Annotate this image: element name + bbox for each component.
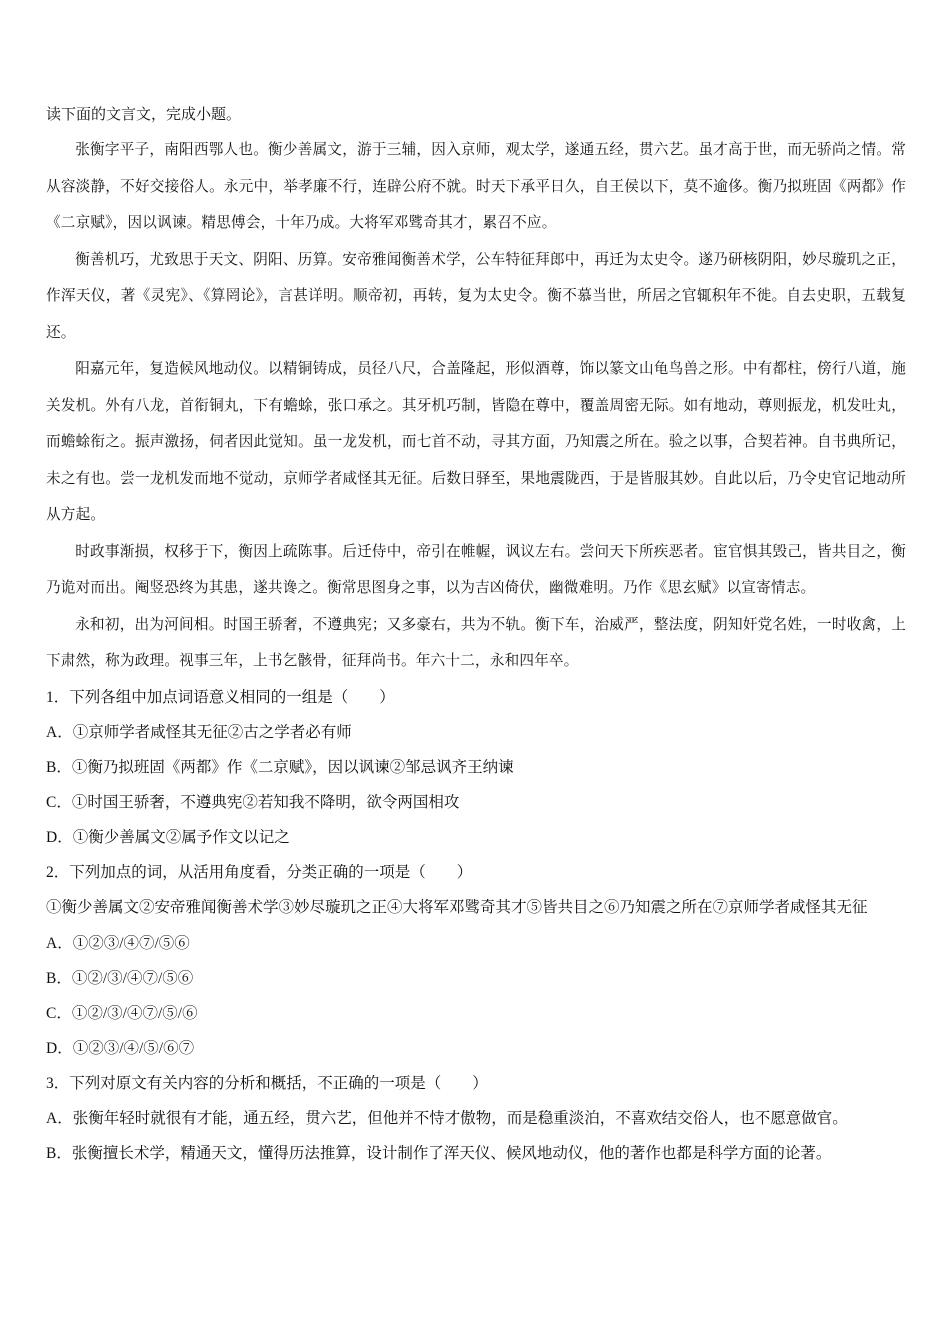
passage-paragraph: 永和初，出为河间相。时国王骄奢，不遵典宪；又多豪右，共为不轨。衡下车，治威严，整法度，阴知奸党名姓，一时收禽，上下肃然，称为政理。视事三年，上书乞骸骨，征拜尚书。年六十二，永和四年卒。 xyxy=(46,615,906,669)
passage-paragraph: 时政事渐损，权移于下，衡因上疏陈事。后迁侍中，帝引在帷幄，讽议左右。尝问天下所疾恶者。宦官惧其毁己，皆共目之，衡乃诡对而出。阉竖恐终为其患，遂共谗之。衡常思图身之事，以为吉凶倚伏，幽微难明。乃作《思玄赋》以宣寄情志。 xyxy=(46,542,906,596)
document-content xyxy=(46,96,906,1171)
option-d: D．①衡少善属文②属予作文以记之 xyxy=(46,828,290,846)
question-section xyxy=(46,680,906,1171)
question-stem: 1．下列各组中加点词语意义相同的一组是（ ） xyxy=(46,688,395,706)
question-1 xyxy=(46,680,906,855)
instruction-text: 读下面的文言文，完成小题。 xyxy=(46,105,242,123)
passage-paragraph: 衡善机巧，尤致思于天文、阴阳、历算。安帝雅闻衡善术学，公车特征拜郎中，再迁为太史令。遂乃研核阴阳，妙尽璇玑之正，作浑天仪，著《灵宪》、《算罔论》，言甚详明。顺帝初，再转，复为太史令。衡不慕当世，所居之官辄积年不徙。自去史职，五载复还。 xyxy=(46,250,906,341)
option-a: A．①②③/④⑦/⑤⑥ xyxy=(46,934,190,952)
option-list xyxy=(46,926,906,1066)
passage-paragraph: 阳嘉元年，复造候风地动仪。以精铜铸成，员径八尺，合盖隆起，形似酒尊，饰以篆文山龟鸟兽之形。中有都柱，傍行八道，施关发机。外有八龙，首衔铜丸，下有蟾蜍，张口承之。其牙机巧制，皆隐在尊中，覆盖周密无际。如有地动，尊则振龙，机发吐丸，而蟾蜍衔之。振声激扬，伺者因此觉知。虽一龙发机，而七首不动，寻其方面，乃知震之所在。验之以事，合契若神。自书典所记，未之有也。尝一龙机发而地不觉动，京师学者咸怪其无征。后数日驿至，果地震陇西，于是皆服其妙。自此以后，乃令史官记地动所从方起。 xyxy=(46,360,906,523)
question-items: ①衡少善属文②安帝雅闻衡善术学③妙尽璇玑之正④大将军邓骘奇其才⑤皆共目之⑥乃知震之所在⑦京师学者咸怪其无征 xyxy=(46,898,868,916)
option-c: C．①②/③/④⑦/⑤/⑥ xyxy=(46,1004,198,1022)
question-stem: 2．下列加点的词，从活用角度看，分类正确的一项是（ ） xyxy=(46,863,473,881)
option-c: C．①时国王骄奢，不遵典宪②若知我不降明，欲令两国相攻 xyxy=(46,793,460,811)
question-stem: 3．下列对原文有关内容的分析和概括，不正确的一项是（ ） xyxy=(46,1074,488,1092)
option-list xyxy=(46,715,906,855)
passage-paragraph: 张衡字平子，南阳西鄂人也。衡少善属文，游于三辅，因入京师，观太学，遂通五经，贯六艺。虽才高于世，而无骄尚之情。常从容淡静，不好交接俗人。永元中，举孝廉不行，连辟公府不就。时天下承平日久，自王侯以下，莫不逾侈。衡乃拟班固《两都》作《二京赋》，因以讽谏。精思傅会，十年乃成。大将军邓骘奇其才，累召不应。 xyxy=(46,141,906,231)
option-b: B．张衡擅长术学，精通天文，懂得历法推算，设计制作了浑天仪、候风地动仪，他的著作也都是科学方面的论著。 xyxy=(46,1144,832,1162)
question-3 xyxy=(46,1066,906,1171)
option-a: A．张衡年轻时就很有才能，通五经，贯六艺，但他并不恃才傲物，而是稳重淡泊，不喜欢结交俗人，也不愿意做官。 xyxy=(46,1109,848,1127)
option-b: B．①衡乃拟班固《两都》作《二京赋》，因以讽谏②邹忌讽齐王纳谏 xyxy=(46,758,514,776)
option-a: A．①京师学者咸怪其无征②古之学者必有师 xyxy=(46,723,352,741)
question-2 xyxy=(46,855,906,1066)
classical-chinese-passage xyxy=(46,132,906,680)
option-list xyxy=(46,1101,906,1171)
option-d: D．①②③/④/⑤/⑥⑦ xyxy=(46,1039,195,1057)
option-b: B．①②/③/④⑦/⑤⑥ xyxy=(46,969,194,987)
